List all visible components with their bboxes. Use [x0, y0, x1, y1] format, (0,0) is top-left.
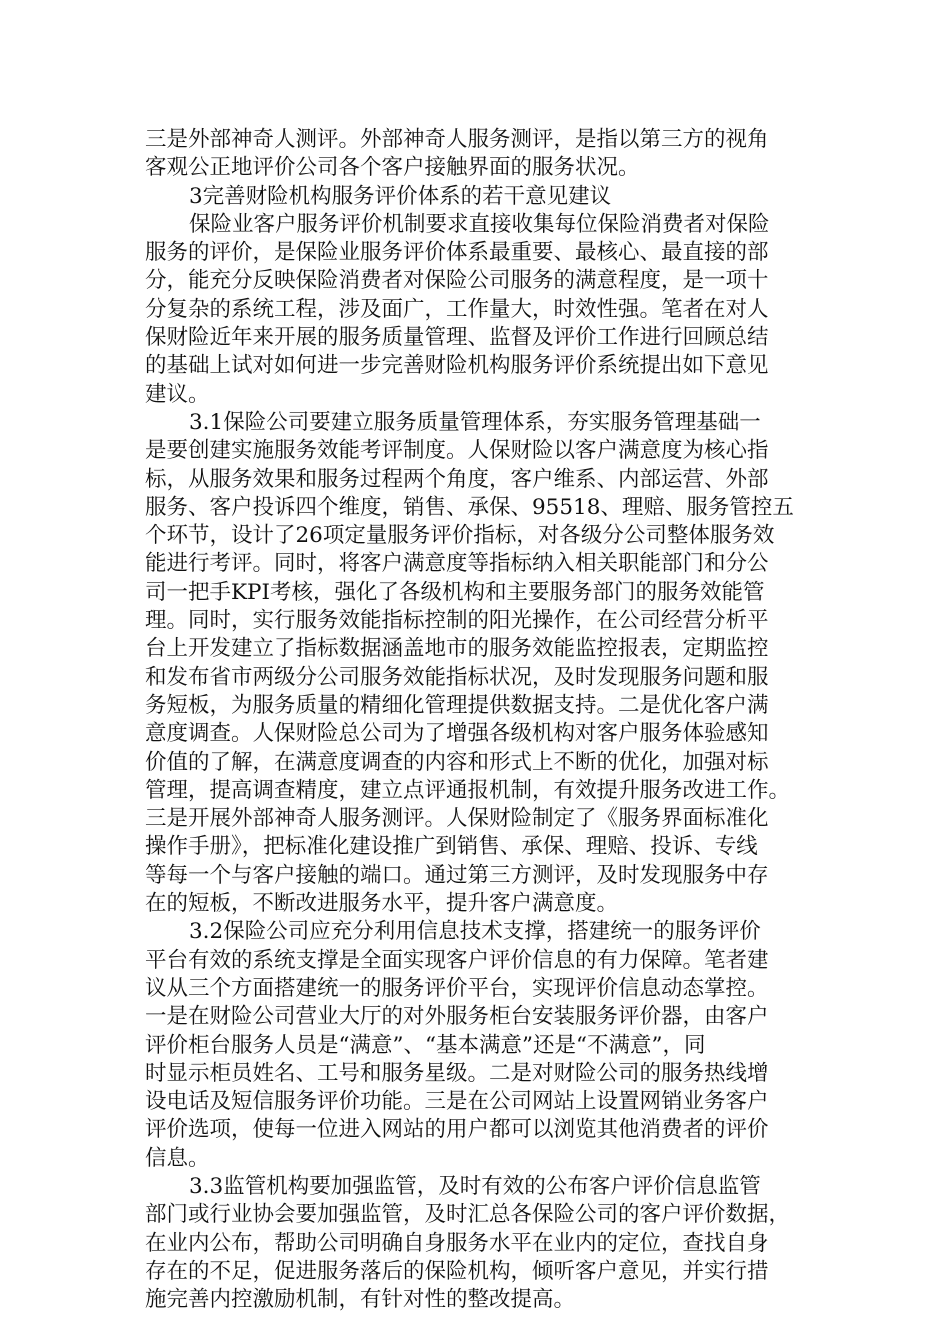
text-line: 设电话及短信服务评价功能。三是在公司网站上设置网销业务客户 [145, 1089, 769, 1115]
text-line: 等每一个与客户接触的端口。通过第三方测评，及时发现服务中存 [145, 862, 769, 888]
text-line: 施完善内控激励机制，有针对性的整改提高。 [145, 1287, 576, 1313]
text-line: 分，能充分反映保险消费者对保险公司服务的满意程度，是一项十 [145, 268, 769, 294]
text-line: 在的短板，不断改进服务水平，提升客户满意度。 [145, 891, 619, 917]
text-line: 意度调查。人保财险总公司为了增强各级机构对客户服务体验感知 [145, 721, 769, 747]
text-line: 在业内公布，帮助公司明确自身服务水平在业内的定位，查找自身 [145, 1230, 769, 1256]
text-line: 3.1保险公司要建立服务质量管理体系，夯实服务管理基础一 [189, 409, 761, 435]
text-line: 评价柜台服务人员是“满意”、“基本满意”还是“不满意”，同 [145, 1032, 706, 1058]
text-line: 3完善财险机构服务评价体系的若干意见建议 [189, 183, 612, 209]
text-line: 保财险近年来开展的服务质量管理、监督及评价工作进行回顾总结 [145, 325, 769, 351]
text-line: 价值的了解，在满意度调查的内容和形式上不断的优化，加强对标 [145, 749, 769, 775]
text-line: 一是在财险公司营业大厅的对外服务柜台安装服务评价器，由客户 [145, 1004, 769, 1030]
text-line: 三是开展外部神奇人服务测评。人保财险制定了《服务界面标准化 [145, 806, 769, 832]
text-line: 服务的评价，是保险业服务评价体系最重要、最核心、最直接的部 [145, 240, 769, 266]
text-line: 和发布省市两级分公司服务效能指标状况，及时发现服务问题和服 [145, 664, 769, 690]
text-line: 部门或行业协会要加强监管，及时汇总各保险公司的客户评价数据， [145, 1202, 791, 1228]
text-line: 存在的不足，促进服务落后的保险机构，倾听客户意见，并实行措 [145, 1258, 769, 1284]
text-line: 的基础上试对如何进一步完善财险机构服务评价系统提出如下意见 [145, 353, 769, 379]
text-line: 司一把手KPI考核，强化了各级机构和主要服务部门的服务效能管 [145, 579, 765, 605]
text-line: 台上开发建立了指标数据涵盖地市的服务效能监控报表，定期监控 [145, 636, 769, 662]
text-line: 管理，提高调查精度，建立点评通报机制，有效提升服务改进工作。 [145, 777, 791, 803]
text-line: 保险业客户服务评价机制要求直接收集每位保险消费者对保险 [189, 211, 770, 237]
text-line: 理。同时，实行服务效能指标控制的阳光操作，在公司经营分析平 [145, 608, 769, 634]
text-line: 建议。 [145, 381, 210, 407]
text-line: 时显示柜员姓名、工号和服务星级。二是对财险公司的服务热线增 [145, 1060, 769, 1086]
text-line: 服务、客户投诉四个维度，销售、承保、95518、理赔、服务管控五 [145, 494, 794, 520]
text-line: 三是外部神奇人测评。外部神奇人服务测评，是指以第三方的视角 [145, 127, 769, 152]
text-line: 操作手册》，把标准化建设推广到销售、承保、理赔、投诉、专线 [145, 834, 758, 860]
text-line: 评价选项，使每一位进入网站的用户都可以浏览其他消费者的评价 [145, 1117, 769, 1143]
text-line: 能进行考评。同时，将客户满意度等指标纳入相关职能部门和分公 [145, 551, 769, 577]
text-line: 平台有效的系统支撑是全面实现客户评价信息的有力保障。笔者建 [145, 947, 769, 973]
text-line: 标，从服务效果和服务过程两个角度，客户维系、内部运营、外部 [145, 466, 769, 492]
text-line: 客观公正地评价公司各个客户接触界面的服务状况。 [145, 155, 640, 181]
text-line: 务短板，为服务质量的精细化管理提供数据支持。二是优化客户满 [145, 692, 769, 718]
text-line: 3.3监管机构要加强监管，及时有效的公布客户评价信息监管 [189, 1173, 761, 1199]
text-line: 个环节，设计了26项定量服务评价指标，对各级分公司整体服务效 [145, 523, 775, 549]
text-line: 是要创建实施服务效能考评制度。人保财险以客户满意度为核心指 [145, 438, 769, 464]
text-line: 3.2保险公司应充分利用信息技术支撑，搭建统一的服务评价 [189, 919, 761, 945]
text-line: 分复杂的系统工程，涉及面广，工作量大，时效性强。笔者在对人 [145, 296, 769, 322]
document-body [145, 126, 809, 1314]
text-line: 信息。 [145, 1145, 210, 1171]
text-line: 议从三个方面搭建统一的服务评价平台，实现评价信息动态掌控。 [145, 975, 769, 1001]
